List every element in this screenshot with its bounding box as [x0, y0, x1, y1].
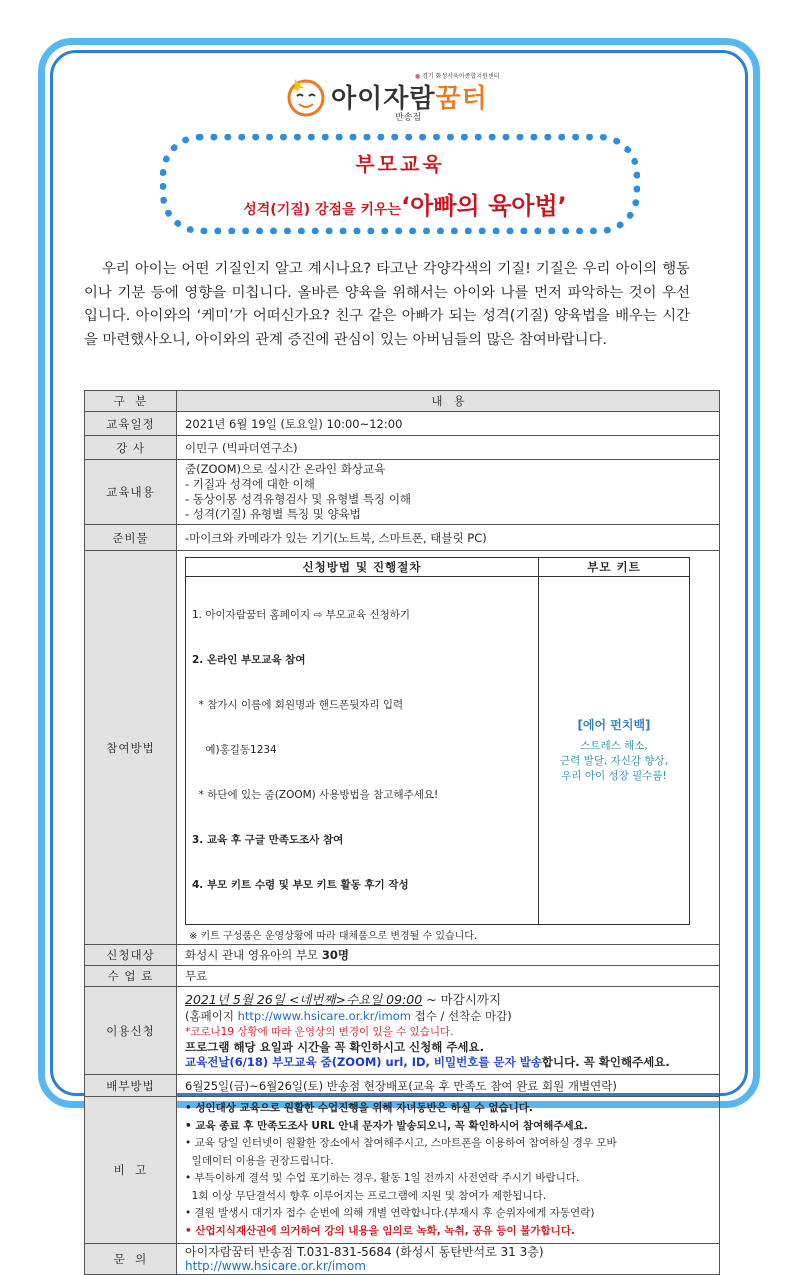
step-item: * 하단에 있는 줌(ZOOM) 사용방법을 참고해주세요! — [192, 789, 439, 801]
logo-name: 아이자람꿈터 — [331, 84, 488, 114]
apply-check-notice: 프로그램 해당 요일과 시간을 꼭 확인하시고 신청해 주세요. — [185, 1040, 485, 1054]
content-line: 줌(ZOOM)으로 실시간 온라인 화상교육 — [185, 462, 386, 476]
step-item: 4. 부모 키트 수령 및 부모 키트 활동 후기 작성 — [192, 879, 409, 891]
target-label: 신청대상 — [85, 945, 177, 966]
logo-branch: 반송점 — [395, 113, 422, 123]
prep-label: 준비물 — [85, 525, 177, 551]
kit-title: [에어 펀치백] — [577, 717, 651, 732]
table-row — [85, 966, 720, 987]
logo — [285, 66, 545, 128]
intro-paragraph: 우리 아이는 어떤 기질인지 알고 계시나요? 타고난 각양각색의 기질! 기질은 우리 아이의 행동이나 기분 등에 영향을 미칩니다. 올바른 양육을 위해서는 아이와 나를 먼저 파악하는 것이 우선입니다. 아이와의 ‘케미’가 어떠신가요? 친구 같은 아빠가 되는 성격(기질) 양육법을 배우는 시간을 마련했사오니, 아이와의 관계 증진에 관심이 있는 아버님들의 많은 참여바랍니다. — [84, 261, 690, 348]
content-value — [177, 460, 720, 525]
logo-face-icon — [285, 74, 327, 118]
note-item: • 교육 당일 인터넷이 원활한 장소에서 참여해주시고, 스마트폰을 이용하여 참여하실 경우 모바 — [185, 1137, 617, 1149]
step-item: 3. 교육 후 구글 만족도조사 참여 — [192, 834, 344, 846]
table-row — [85, 436, 720, 460]
notes-value — [177, 1097, 720, 1244]
content-line: - 동상이몽 성격유형검사 및 유형별 특징 이해 — [185, 492, 412, 506]
page-title: 부모교육 — [355, 152, 445, 176]
note-item: 일데이터 이용을 권장드립니다. — [185, 1154, 334, 1167]
table-row — [85, 460, 720, 525]
instructor-value: 이민구 (빅파더연구소) — [177, 436, 720, 460]
content-line: - 성격(기질) 유형별 특징 및 양육법 — [185, 507, 361, 521]
content-label: 교육내용 — [85, 460, 177, 525]
instructor-label: 강 사 — [85, 436, 177, 460]
schedule-value: 2021년 6월 19일 (토요일) 10:00~12:00 — [177, 412, 720, 436]
apply-label: 이용신청 — [85, 987, 177, 1075]
note-item: 1회 이상 무단결석시 향후 이루어지는 프로그램에 지원 및 참여가 제한됩니다. — [185, 1189, 547, 1202]
table-row — [85, 391, 720, 412]
prep-value: -마이크와 카메라가 있는 기기(노트북, 스마트폰, 태블릿 PC) — [177, 525, 720, 551]
homepage-link[interactable]: http://www.hsicare.or.kr/imom — [237, 1009, 411, 1023]
inquiry-contact: 아이자람꿈터 반송점 T.031-831-5684 (화성시 동탄반석로 31 3층) — [185, 1245, 544, 1259]
distribution-value: 6월25일(금)~6월26일(토) 반송점 현장배포(교육 후 만족도 참여 완료 회원 개별연락) — [177, 1075, 720, 1097]
participation-subtable — [185, 557, 690, 925]
fee-value: 무료 — [177, 966, 720, 987]
schedule-label: 교육일정 — [85, 412, 177, 436]
notes-label: 비 고 — [85, 1097, 177, 1244]
step-item: 1. 아이자람꿈터 홈페이지 ⇨ 부모교육 신청하기 — [192, 609, 411, 621]
zoom-notice: 교육전날(6/18) 부모교육 줌(ZOOM) url, ID, 비밀번호를 문자 발송합니다. 꼭 확인해주세요. — [185, 1055, 670, 1069]
procedure-steps — [186, 577, 539, 925]
kit-desc-line: 근력 발달, 자신감 향상, — [560, 754, 668, 767]
note-item: • 성인대상 교육으로 원활한 수업진행을 위해 자녀동반은 하실 수 없습니다. — [185, 1102, 533, 1114]
table-row — [85, 1097, 720, 1244]
table-row — [186, 577, 690, 925]
table-row — [85, 1244, 720, 1275]
page-subtitle: 성격(기질) 강점을 키우는‘아빠의 육아법’ — [243, 192, 567, 220]
content-line: - 기질과 성격에 대한 이해 — [185, 477, 315, 491]
kit-footnote: ※ 키트 구성품은 운영상황에 따라 대체품으로 변경될 수 있습니다. — [189, 931, 478, 942]
logo-org-name: ● 경기 화성서육아종합지원센터 — [415, 73, 500, 80]
kit-desc-line: 스트레스 해소, — [580, 739, 648, 752]
participation-value — [177, 551, 720, 945]
procedure-header: 신청방법 및 진행절차 — [186, 558, 539, 577]
step-item: 2. 온라인 부모교육 참여 — [192, 654, 306, 666]
apply-value: 2021년 5월 26일 <네번째>수요일 09:00 ~ 마감시까지 (홈페이지 http://www.hsicare.or.kr/imom 접수 / 선착순 마감) *코로나19 상황에 따라 운영상의 변경이 있을 수 있습니다. 프로그램 해당 요일과 시간을 꼭 확인하시고 신청해 주세요. 교육전날(6/18) 부모교육 줌(ZOOM) url, ID, 비밀번호를 문자 발송합니다. 꼭 확인해주세요. — [177, 987, 720, 1075]
table-row — [186, 558, 690, 577]
apply-date: 2021년 5월 26일 <네번째>수요일 09:00 — [185, 992, 423, 1007]
table-row — [85, 1075, 720, 1097]
covid-notice: *코로나19 상황에 따라 운영상의 변경이 있을 수 있습니다. — [185, 1026, 454, 1038]
inquiry-link[interactable]: http://www.hsicare.or.kr/imom — [185, 1259, 366, 1273]
table-row — [85, 987, 720, 1075]
info-table — [84, 390, 720, 1275]
note-item: • 산업지식재산권에 의거하여 강의 내용을 임의로 녹화, 녹취, 공유 등이 불가합니다. — [185, 1224, 575, 1237]
header-content: 내 용 — [177, 391, 720, 412]
inquiry-value — [177, 1244, 720, 1275]
kit-header: 부모 키트 — [539, 558, 690, 577]
kit-desc-line: 우리 아이 성장 필수품! — [561, 769, 667, 782]
note-item: • 결원 발생시 대기자 접수 순번에 의해 개별 연락합니다.(부재시 후 순위자에게 자동연락) — [185, 1207, 595, 1219]
note-item: • 교육 종료 후 만족도조사 URL 안내 문자가 발송되오니, 꼭 확인하시어 참여해주세요. — [185, 1119, 588, 1132]
header-label: 구 분 — [85, 391, 177, 412]
inquiry-label: 문 의 — [85, 1244, 177, 1275]
step-item: * 참가시 이름에 회원명과 핸드폰뒷자리 입력 — [192, 699, 404, 711]
apply-date-suffix: ~ 마감시까지 — [422, 992, 502, 1007]
kit-info — [539, 577, 690, 925]
participation-label: 참여방법 — [85, 551, 177, 945]
fee-label: 수 업 료 — [85, 966, 177, 987]
table-row — [85, 551, 720, 945]
step-item: 예)홍길동1234 — [192, 744, 277, 756]
note-item: • 부득이하게 결석 및 수업 포기하는 경우, 활동 1일 전까지 사전연락 주시기 바랍니다. — [185, 1172, 580, 1184]
table-row — [85, 945, 720, 966]
target-value: 화성시 관내 영유아의 부모 30명 — [177, 945, 720, 966]
distribution-label: 배부방법 — [85, 1075, 177, 1097]
table-row — [85, 412, 720, 436]
table-row — [85, 525, 720, 551]
